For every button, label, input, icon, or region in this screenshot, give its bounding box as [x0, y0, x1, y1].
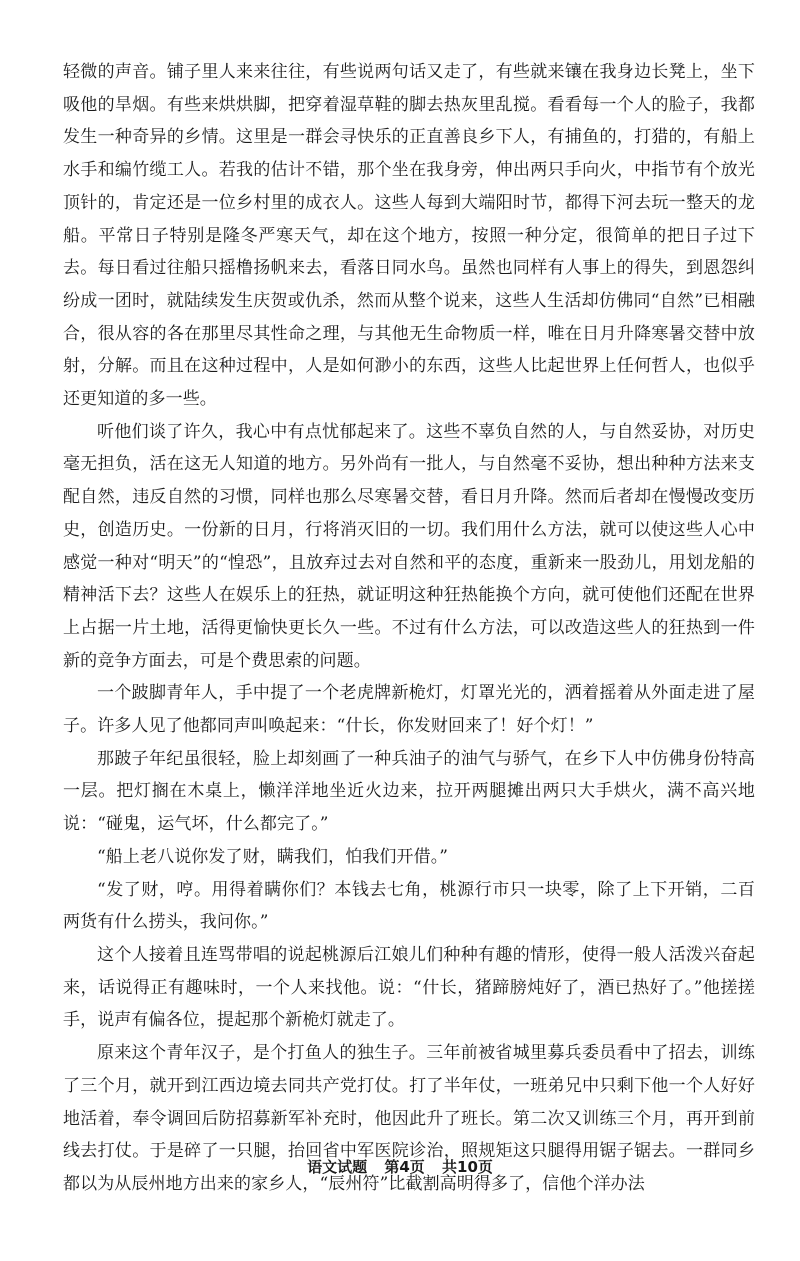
paragraph-6: “发了财，哼。用得着瞒你们？本钱去七角，桃源行市只一块零，除了上下开销，二百两货有什么捞头，我问你。”: [63, 879, 755, 933]
paragraph-7: 这个人接着且连骂带唱的说起桃源后江娘儿们种种有趣的情形，使得一般人活泼兴奋起来，话说得正有趣味时，一个人来找他。说：“什长，猪蹄膀炖好了，酒已热好了。”他搓搓手，说声有偏各位，提起那个新桅灯就走了。: [63, 944, 755, 1031]
footer-subject: 语文试题: [307, 1158, 368, 1176]
paragraph-2: 听他们谈了许久，我心中有点忧郁起来了。这些不辜负自然的人，与自然妥协，对历史毫无担负，活在这无人知道的地方。另外尚有一批人，与自然毫不妥协，想出种种方法来支配自然，违反自然的习惯，同样也那么尽寒暑交替，看日月升降。然而后者却在慢慢改变历史，创造历史。一份新的日月，行将消灭旧的一切。我们用什么方法，就可以使这些人心中感觉一种对“明天”的“惶恐”，且放弃过去对自然和平的态度，重新来一股劲儿，用划龙船的精神活下去？这些人在娱乐上的狂热，就证明这种狂热能换个方向，就可使他们还配在世界上占据一片土地，活得更愉快更长久一些。不过有什么方法，可以改造这些人的狂热到一件新的竞争方面去，可是个费思索的问题。: [63, 421, 755, 671]
footer-page-number: 第4页: [384, 1158, 425, 1176]
footer-total-pages: 共10页: [442, 1158, 493, 1176]
paragraph-5: “船上老八说你发了财，瞒我们，怕我们开借。”: [97, 846, 449, 867]
paragraph-3: 一个跛脚青年人，手中提了一个老虎牌新桅灯，灯罩光光的，洒着摇着从外面走进了屋子。许多人见了他都同声叫唤起来：“什长，你发财回来了！好个灯！”: [63, 683, 755, 737]
paragraph-1: 轻微的声音。铺子里人来来往往，有些说两句话又走了，有些就来镶在我身边长凳上，坐下吸他的旱烟。有些来烘烘脚，把穿着湿草鞋的脚去热灰里乱搅。看看每一个人的脸子，我都发生一种奇异的乡情。这里是一群会寻快乐的正直善良乡下人，有捕鱼的，打猎的，有船上水手和编竹缆工人。若我的估计不错，那个坐在我身旁，伸出两只手向火，中指节有个放光顶针的，肯定还是一位乡村里的成衣人。这些人每到大端阳时节，都得下河去玩一整天的龙船。平常日子特别是隆冬严寒天气，却在这个地方，按照一种分定，很简单的把日子过下去。每日看过往船只摇橹扬帆来去，看落日同水鸟。虽然也同样有人事上的得失，到恩怨纠纷成一团时，就陆续发生庆贺或仇杀，然而从整个说来，这些人生活却仿佛同“自然”已相融合，很从容的各在那里尽其性命之理，与其他无生命物质一样，唯在日月升降寒暑交替中放射，分解。而且在这种过程中，人是如何渺小的东西，这些人比起世界上任何哲人，也似乎还更知道的多一些。: [63, 62, 755, 410]
page-footer: [0, 1156, 800, 1177]
exam-page-body: [63, 56, 755, 1201]
paragraph-8: 原来这个青年汉子，是个打鱼人的独生子。三年前被省城里募兵委员看中了招去，训练了三个月，就开到江西边境去同共产党打仗。打了半年仗，一班弟兄中只剩下他一个人好好地活着，奉令调回后防招募新军补充时，他因此升了班长。第二次又训练三个月，再开到前线去打仗。于是碎了一只腿，抬回省中军医院诊治，照规矩这只腿得用锯子锯去。一群同乡都以为从辰州地方出来的家乡人，“辰州符”比截割高明得多了，信他个洋办法: [63, 1043, 755, 1194]
paragraph-4: 那跛子年纪虽很轻，脸上却刻画了一种兵油子的油气与骄气，在乡下人中仿佛身份特高一层。把灯搁在木桌上，懒洋洋地坐近火边来，拉开两腿摊出两只大手烘火，满不高兴地说：“碰鬼，运气坏，什么都完了。”: [63, 748, 755, 835]
